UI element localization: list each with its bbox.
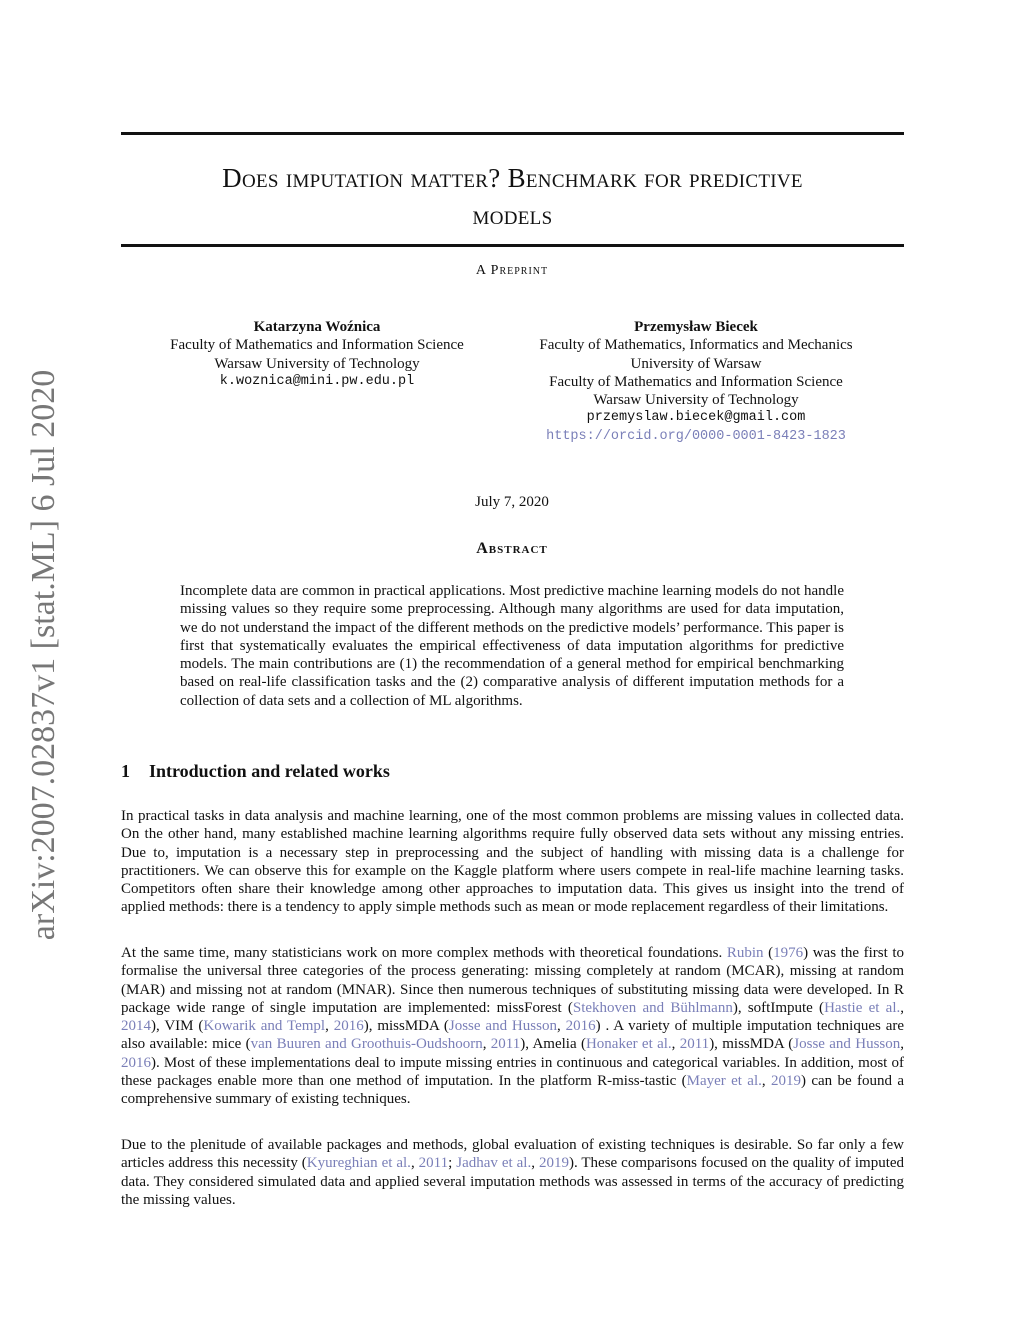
citation-link[interactable]: 2016 <box>565 1018 596 1035</box>
author-affiliation: Warsaw University of Technology <box>593 392 799 409</box>
citation-link[interactable]: Kyureghian et al. <box>306 1155 411 1172</box>
citation-link[interactable]: 2016 <box>121 1054 151 1071</box>
citation-link[interactable]: Jadhav et al. <box>456 1155 532 1172</box>
author-affiliation: Faculty of Mathematics, Informatics and Mechanics <box>539 337 853 354</box>
preprint-label: A Preprint <box>475 263 549 278</box>
author-email[interactable]: k.woznica@mini.pw.edu.pl <box>219 373 415 389</box>
citation-link[interactable]: 2011 <box>490 1036 521 1053</box>
citation-link[interactable]: 1976 <box>773 945 804 961</box>
title-top-rule <box>121 132 904 135</box>
title-bottom-rule <box>121 244 904 247</box>
abstract-heading: Abstract <box>476 540 548 557</box>
citation-link[interactable]: Josse and Husson <box>448 1018 557 1035</box>
section-heading <box>121 761 390 782</box>
title-line-1: Does imputation matter? Benchmark for predictive <box>222 163 803 193</box>
author-affiliation: Warsaw University of Technology <box>214 355 420 372</box>
author-affiliation: University of Warsaw <box>630 355 762 372</box>
citation-link[interactable]: Hastie et al. <box>824 999 901 1016</box>
author-name: Katarzyna Woźnica <box>253 319 381 335</box>
citation-link[interactable]: 2011 <box>418 1155 449 1172</box>
paragraph-1: In practical tasks in data analysis and machine learning, one of the most common problems are missing values in collected data. On the other hand, many established machine learning algorithms require fully observed data sets without any missing entries. Due to, imputation is a necessary step in preprocessing and the subject of handling with missing data is a challenge for practitioners. We can observe this for example on the Kaggle platform where users compete in real-life machine learning tasks. Competitors often share their knowledge among other approaches to imputation data. This gives us insight into the trend of applied methods: there is a tendency to apply simple methods such as mean or mode replacement regardless of their limitations. <box>121 808 904 916</box>
author-affiliation: Faculty of Mathematics and Information Science <box>549 373 843 390</box>
author-email[interactable]: przemyslaw.biecek@gmail.com <box>586 410 806 426</box>
abstract-text: Incomplete data are common in practical applications. Most predictive machine learning models do not handle missing values so they require some preprocessing. Although many algorithms are used for data imputation, we do not understand the impact of the different methods on the predictive models’ performance. This paper is first that systematically evaluates the empirical effectiveness of data imputation algorithms for predictive models. The main contributions are (1) the recommendation of a general method for empirical benchmarking based on real-life classification tasks and the (2) comparative analysis of different imputation methods for a collection of data sets and a collection of ML algorithms. <box>180 583 844 709</box>
paper-title <box>121 160 904 234</box>
citation-link[interactable]: Josse and Husson <box>793 1036 901 1053</box>
paragraph-3: Due to the plenitude of available packages and methods, global evaluation of existing techniques is desirable. So far only a few articles address this necessity (Kyureghian et al., 2011; Jadhav et al., 2019). These comparisons focused on the quality of imputed data. They considered simulated data and applied several imputation methods was assessed in terms of the accuracy of predicting the missing values. <box>121 1137 905 1208</box>
citation-link[interactable]: 2019 <box>538 1155 569 1172</box>
citation-link[interactable]: Honaker et al. <box>585 1036 672 1053</box>
citation-link[interactable]: 2011 <box>679 1036 710 1053</box>
citation-link[interactable]: Stekhoven and Bühlmann <box>572 999 733 1016</box>
citation-link[interactable]: 2014 <box>121 1018 151 1035</box>
author-name: Przemysław Biecek <box>634 319 758 335</box>
section-title: Introduction and related works <box>149 761 390 781</box>
citation-link[interactable]: Kowarik and Templ <box>203 1018 326 1035</box>
arxiv-stamp: arXiv:2007.02837v1 [stat.ML] 6 Jul 2020 <box>25 369 62 941</box>
paragraph-2: At the same time, many statisticians work on more complex methods with theoretical foundations. Rubin (1976) was the first to formalise the universal three categories of the process generating: missing completely at random (MCAR), missing at random (MAR) and missing not at random (MNAR). Since then numerous techniques of substituting missing data were developed. In R package wide range of single imputation are implemented: missForest (Stekhoven and Bühlmann), softImpute (Hastie et al., 2014), VIM (Kowarik and Templ, 2016), missMDA (Josse and Husson, 2016) . A variety of multiple imputation techniques are also available: mice (van Buuren and Groothuis-Oudshoorn, 2011), Amelia (Honaker et al., 2011), missMDA (Josse and Husson, 2016). Most of these implementations deal to impute missing entries in continuous and categorical variables. In addition, most of these packages enable more than one method of imputation. In the platform R-miss-tastic (Mayer et al., 2019) can be found a comprehensive summary of existing techniques. <box>121 945 905 1108</box>
section-number: 1 <box>121 761 130 781</box>
paper-date: July 7, 2020 <box>475 494 549 510</box>
author-affiliation: Faculty of Mathematics and Information Science <box>170 337 464 354</box>
citation-link[interactable]: 2016 <box>333 1018 364 1035</box>
author-block-1 <box>121 318 513 391</box>
title-line-2: models <box>472 200 553 230</box>
citation-link[interactable]: Rubin <box>726 945 764 961</box>
citation-link[interactable]: van Buuren and Groothuis-Oudshoorn <box>250 1036 483 1053</box>
citation-link[interactable]: 2019 <box>770 1073 801 1090</box>
author-block-2 <box>500 318 892 446</box>
citation-link[interactable]: Mayer et al. <box>686 1073 762 1090</box>
orcid-link[interactable]: https://orcid.org/0000-0001-8423-1823 <box>546 428 846 444</box>
